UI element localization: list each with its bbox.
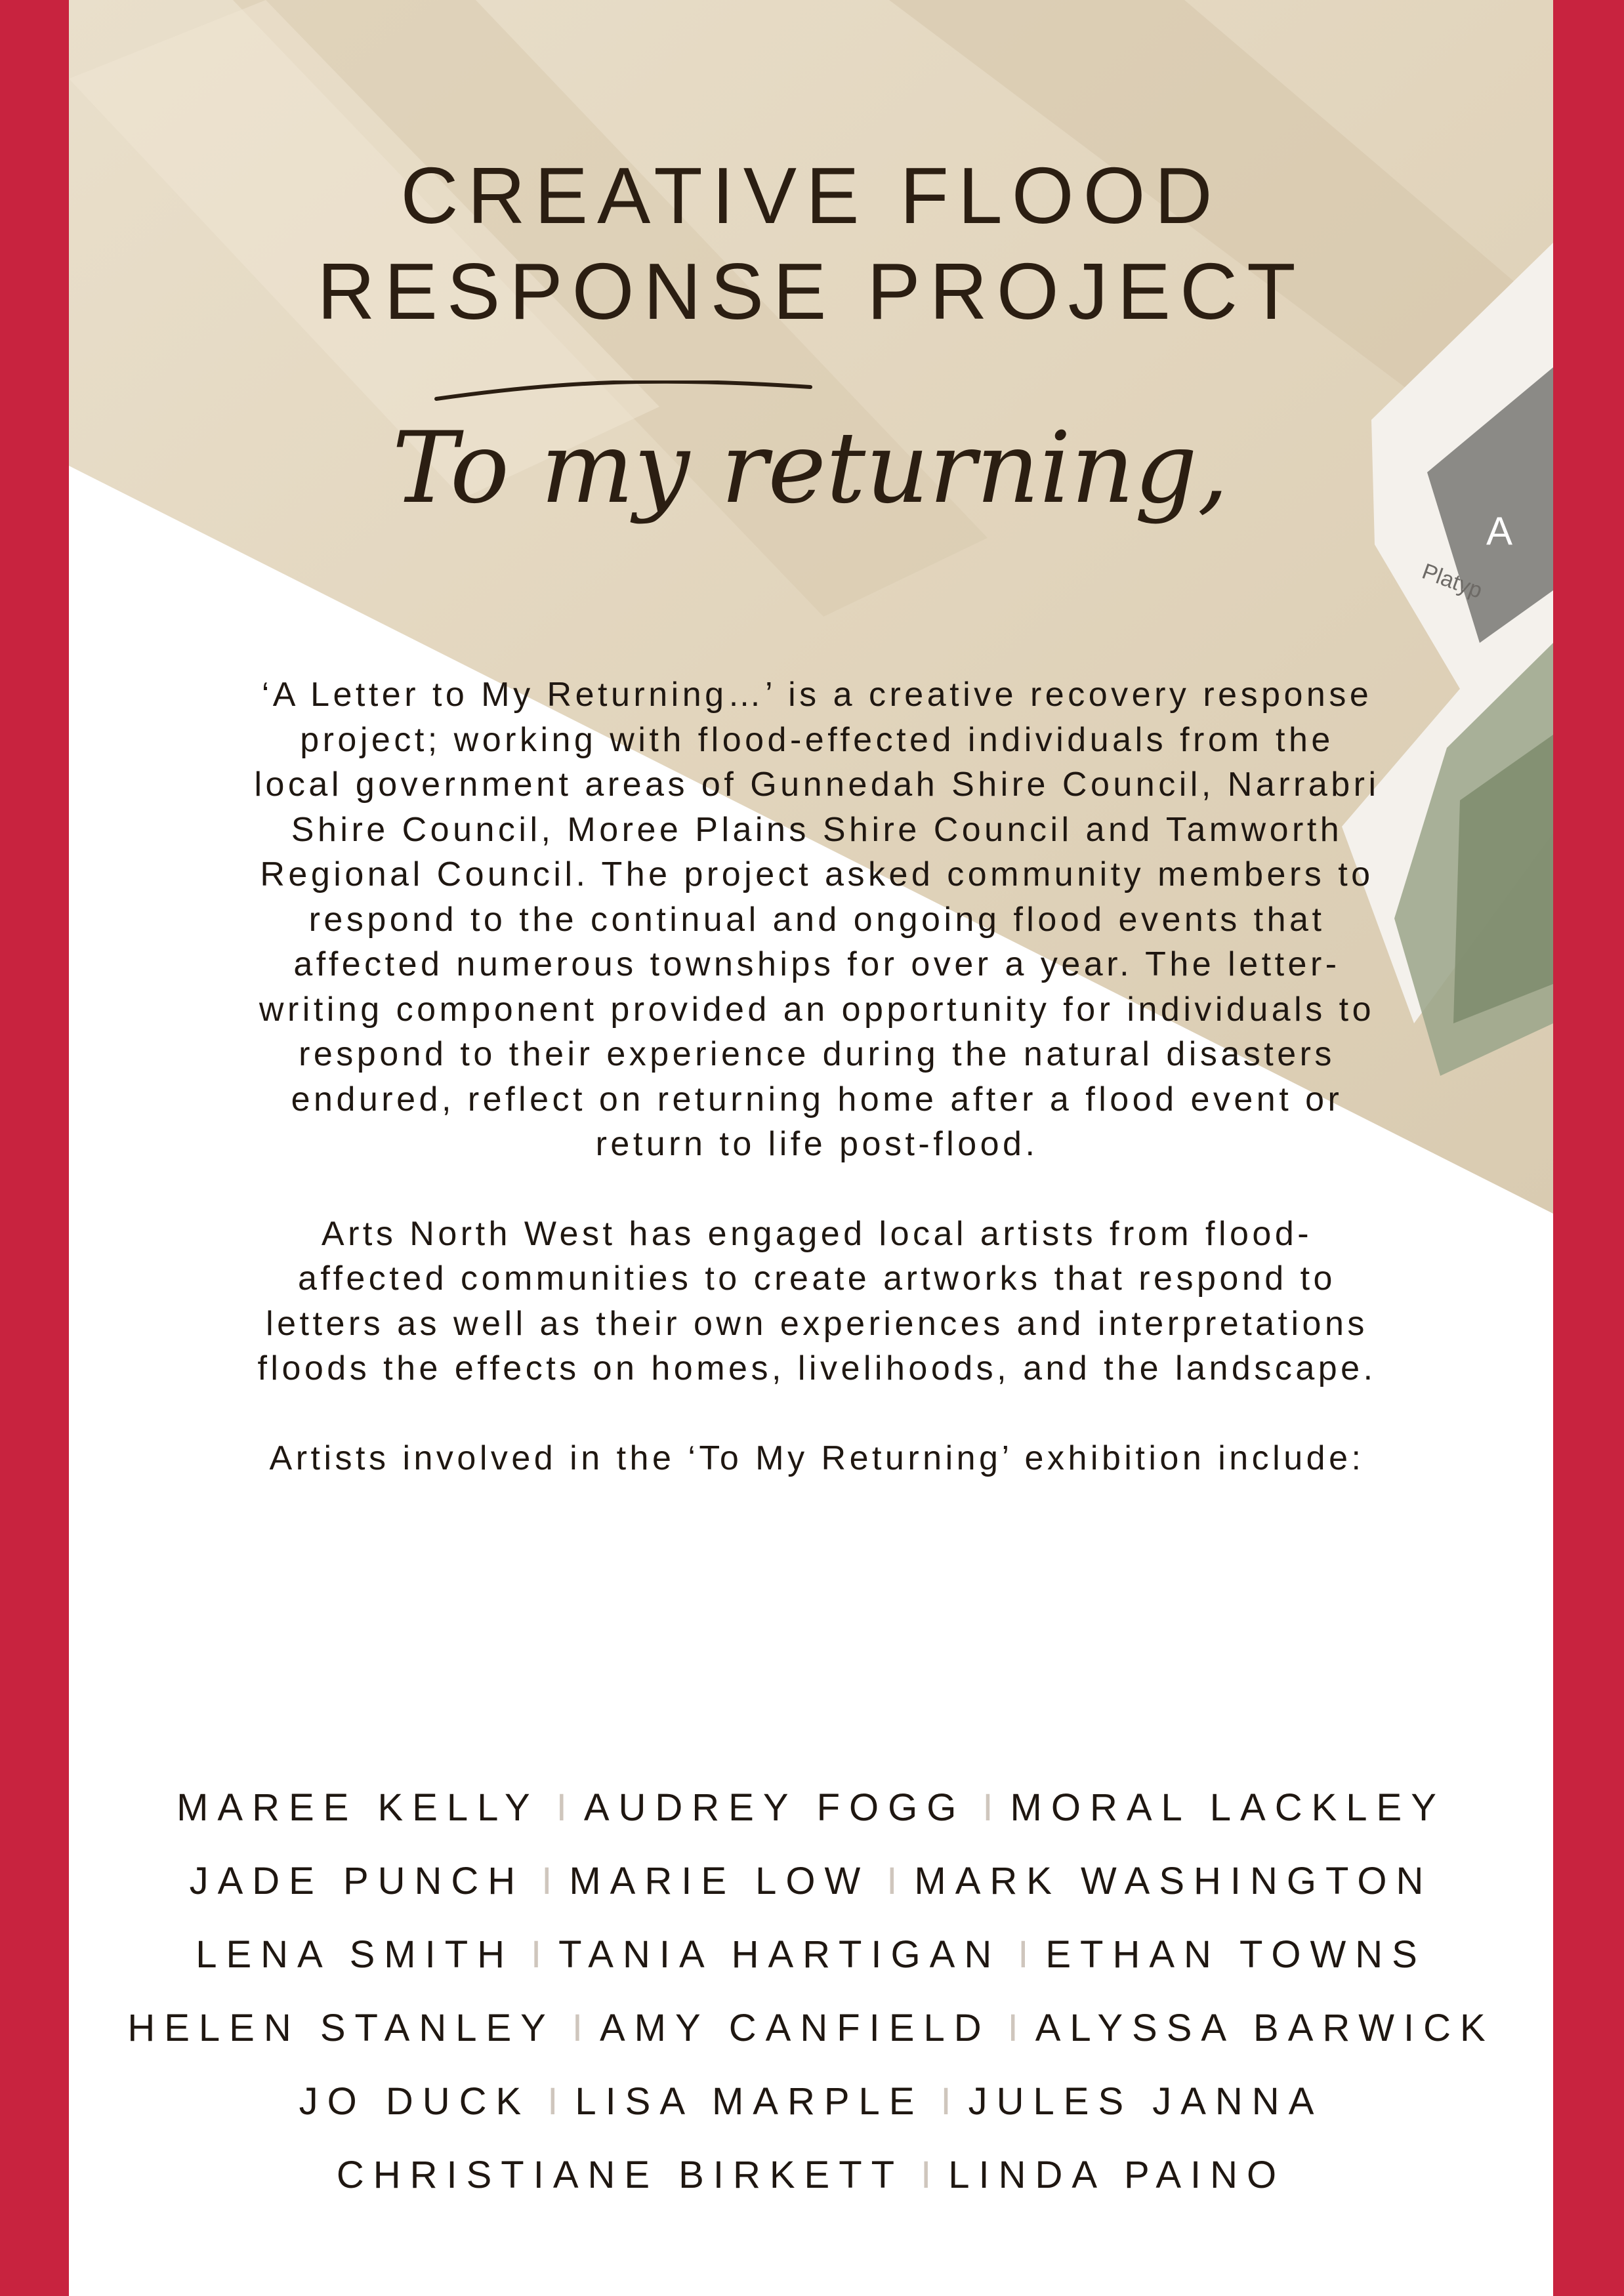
artist-name: ETHAN TOWNS bbox=[1045, 1933, 1426, 1976]
artist-name: AUDREY FOGG bbox=[583, 1786, 966, 1829]
stamp-letter: A bbox=[1486, 509, 1513, 553]
description-paragraph-2: Arts North West has engaged local artists from flood-affected communities to create artworks that respond to letters as well as their own experiences and interpretations floods the effects on homes, livelihoods, and the landscape. bbox=[257, 1214, 1377, 1387]
artists-row bbox=[69, 1918, 1553, 1992]
artist-name: LINDA PAINO bbox=[948, 2154, 1286, 2196]
separator: I bbox=[1007, 2007, 1018, 2049]
separator: I bbox=[940, 2080, 951, 2123]
separator: I bbox=[1018, 1933, 1029, 1976]
artists-row bbox=[69, 2065, 1553, 2139]
title-line-2: RESPONSE PROJECT bbox=[317, 247, 1305, 336]
script-flourish bbox=[436, 382, 810, 399]
artists-row bbox=[69, 1992, 1553, 2065]
artist-name: HELEN STANLEY bbox=[127, 2007, 555, 2049]
artists-list bbox=[69, 1771, 1553, 2212]
artists-row bbox=[69, 1771, 1553, 1845]
artist-name: JO DUCK bbox=[299, 2080, 531, 2123]
separator: I bbox=[886, 1860, 898, 1902]
script-title-text: To my returning, bbox=[392, 411, 1229, 525]
separator: I bbox=[921, 2154, 932, 2196]
separator: I bbox=[541, 1860, 552, 1902]
artist-name: CHRISTIANE BIRKETT bbox=[336, 2154, 904, 2196]
poster-page bbox=[69, 0, 1553, 2296]
artists-row bbox=[69, 1845, 1553, 1918]
script-subtitle bbox=[69, 380, 1553, 604]
separator: I bbox=[982, 1786, 993, 1829]
artist-name: LISA MARPLE bbox=[575, 2080, 924, 2123]
separator: I bbox=[547, 2080, 558, 2123]
artist-name: AMY CANFIELD bbox=[600, 2007, 991, 2049]
artist-name: MORAL LACKLEY bbox=[1010, 1786, 1446, 1829]
artist-name: LENA SMITH bbox=[196, 1933, 514, 1976]
artist-name: ALYSSA BARWICK bbox=[1035, 2007, 1495, 2049]
title-line-1: CREATIVE FLOOD bbox=[400, 151, 1222, 240]
artist-name: TANIA HARTIGAN bbox=[558, 1933, 1001, 1976]
separator: I bbox=[572, 2007, 583, 2049]
separator: I bbox=[556, 1786, 567, 1829]
artist-name: MAREE KELLY bbox=[177, 1786, 539, 1829]
description bbox=[253, 672, 1381, 1525]
separator: I bbox=[531, 1933, 542, 1976]
artist-name: MARK WASHINGTON bbox=[914, 1860, 1433, 1902]
poster-title bbox=[69, 148, 1553, 339]
artist-name: JULES JANNA bbox=[968, 2080, 1323, 2123]
artist-name: MARIE LOW bbox=[569, 1860, 870, 1902]
stamp-text: Platyp bbox=[1419, 558, 1486, 604]
artists-row bbox=[69, 2139, 1553, 2212]
description-paragraph-3: Artists involved in the ‘To My Returning’ exhibition include: bbox=[269, 1439, 1365, 1477]
description-paragraph-1: ‘A Letter to My Returning…’ is a creative recovery response project; working with flood-effected individuals from the local government areas of Gunnedah Shire Council, Narrabri Shire Council, Moree Plains Shire Council and Tamworth Regional Council. The project asked community members to respond to the continual and ongoing flood events that affected numerous townships for over a year. The letter-writing component provided an opportunity for individuals to respond to their experience during the natural disasters endured, reflect on returning home after a flood event or return to life post-flood. bbox=[254, 676, 1380, 1163]
artist-name: JADE PUNCH bbox=[189, 1860, 525, 1902]
